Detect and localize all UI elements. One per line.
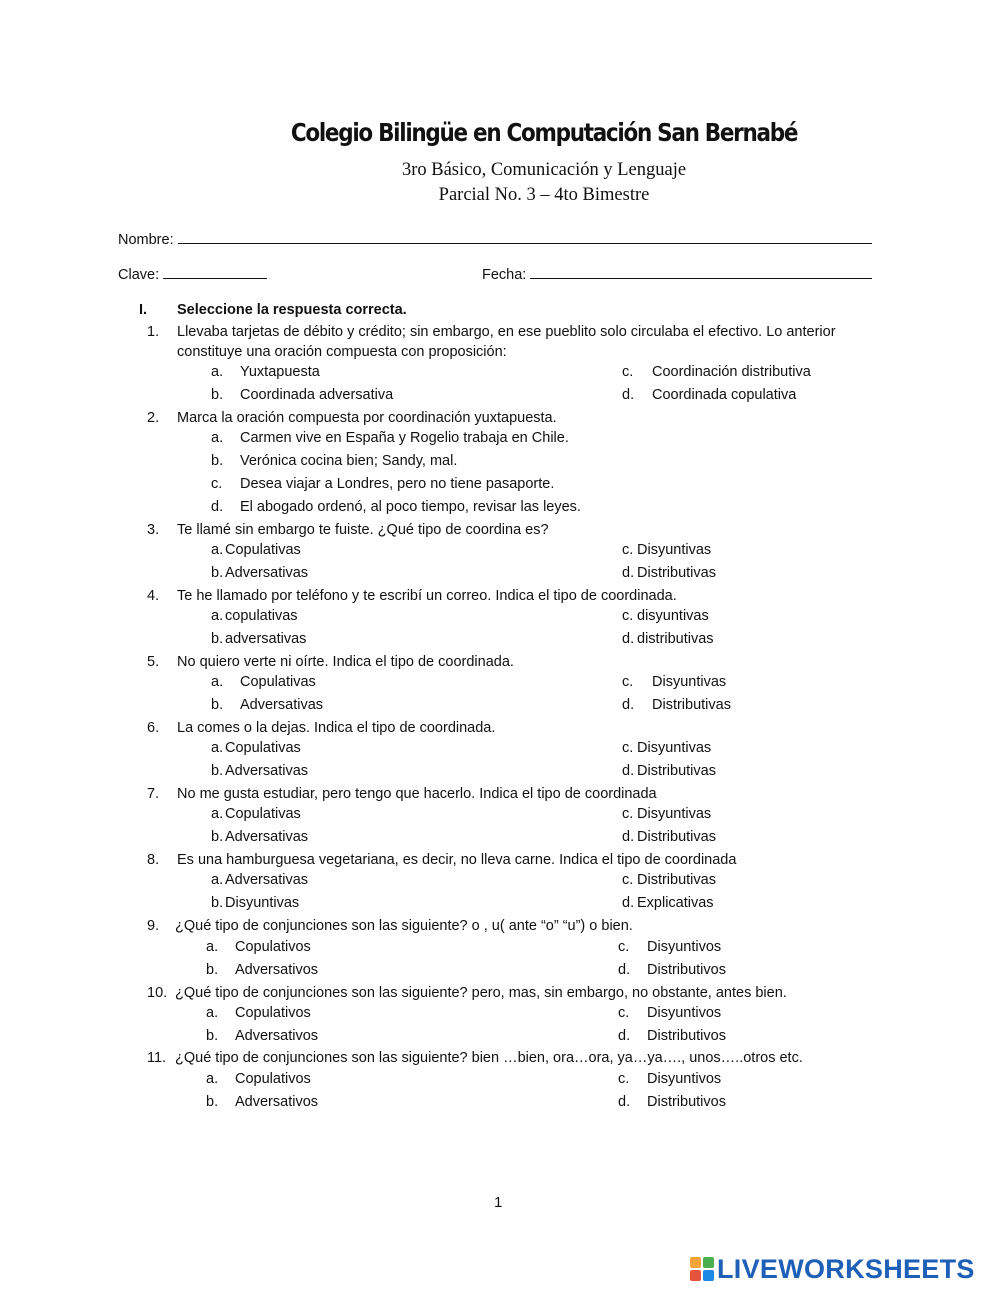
- option-letter: d.: [622, 565, 635, 581]
- option-letter: a.: [206, 939, 219, 955]
- option-text[interactable]: Adversativas: [225, 763, 309, 779]
- option-letter: a.: [206, 1005, 219, 1021]
- option-letter: c.: [211, 476, 223, 492]
- page-number: 1: [494, 1194, 503, 1211]
- school-title: Colegio Bilingüe en Computación San Bernabé: [290, 118, 798, 147]
- nombre-field: [118, 232, 872, 248]
- question-text: Marca la oración compuesta por coordinación yuxtapuesta.: [177, 410, 557, 426]
- question-text: Llevaba tarjetas de débito y crédito; sin embargo, en ese pueblito solo circulaba el efectivo. Lo anterior: [177, 324, 836, 340]
- option-text[interactable]: adversativas: [225, 631, 307, 647]
- option-text[interactable]: Copulativas: [225, 740, 301, 756]
- question-text: Te llamé sin embargo te fuiste. ¿Qué tipo de coordina es?: [177, 522, 549, 538]
- question-number: 7.: [147, 786, 160, 802]
- liveworksheets-logo: [690, 1254, 975, 1284]
- option-text[interactable]: Distributivas: [637, 763, 716, 779]
- option-text[interactable]: Adversativos: [235, 1094, 319, 1110]
- option-text[interactable]: Copulativos: [235, 939, 311, 955]
- option-letter: b.: [211, 829, 224, 845]
- question-text: ¿Qué tipo de conjunciones son las siguiente? o , u( ante “o” “u”) o bien.: [175, 918, 633, 934]
- logo-block-4: [703, 1270, 714, 1281]
- option-letter: b.: [211, 387, 224, 403]
- question-number: 6.: [147, 720, 160, 736]
- option-text[interactable]: Disyuntivos: [647, 1071, 722, 1087]
- option-letter: d.: [211, 499, 224, 515]
- option-text[interactable]: Adversativas: [225, 565, 309, 581]
- option-text[interactable]: Disyuntivos: [647, 1005, 722, 1021]
- option-text[interactable]: Distributivos: [647, 962, 726, 978]
- nombre-input-line[interactable]: [178, 242, 872, 244]
- option-text[interactable]: Desea viajar a Londres, pero no tiene pasaporte.: [240, 476, 555, 492]
- option-letter: d.: [618, 1028, 631, 1044]
- question-number: 2.: [147, 410, 160, 426]
- option-text[interactable]: Distributivos: [647, 1094, 726, 1110]
- logo-block-3: [690, 1270, 701, 1281]
- fecha-input-line[interactable]: [530, 277, 872, 279]
- option-letter: d.: [622, 763, 635, 779]
- question-number: 11.: [147, 1050, 167, 1066]
- question-text: ¿Qué tipo de conjunciones son las siguiente? pero, mas, sin embargo, no obstante, antes bien.: [175, 985, 787, 1001]
- option-text[interactable]: Distributivas: [637, 872, 716, 888]
- question-number: 4.: [147, 588, 160, 604]
- option-text[interactable]: Explicativas: [637, 895, 714, 911]
- option-text[interactable]: Disyuntivas: [637, 806, 712, 822]
- option-letter: a.: [211, 674, 224, 690]
- option-letter: d.: [622, 697, 635, 713]
- option-letter: c.: [618, 1005, 630, 1021]
- option-letter: c.: [622, 740, 634, 756]
- logo-blocks-icon: [690, 1257, 714, 1281]
- option-letter: b.: [206, 962, 219, 978]
- fecha-label: Fecha:: [482, 267, 527, 283]
- option-letter: d.: [622, 895, 635, 911]
- option-text[interactable]: Copulativas: [240, 674, 316, 690]
- option-letter: a.: [211, 364, 224, 380]
- option-letter: a.: [206, 1071, 219, 1087]
- option-letter: d.: [618, 962, 631, 978]
- question-text-cont: constituye una oración compuesta con proposición:: [177, 344, 507, 360]
- option-text[interactable]: Copulativas: [225, 806, 301, 822]
- option-text[interactable]: Disyuntivas: [652, 674, 727, 690]
- option-text[interactable]: Verónica cocina bien; Sandy, mal.: [240, 453, 458, 469]
- option-text[interactable]: El abogado ordenó, al poco tiempo, revisar las leyes.: [240, 499, 581, 515]
- question-text: No quiero verte ni oírte. Indica el tipo de coordinada.: [177, 654, 514, 670]
- option-text[interactable]: Distributivas: [637, 829, 716, 845]
- option-text[interactable]: Adversativos: [235, 962, 319, 978]
- logo-block-1: [690, 1257, 701, 1268]
- question-text: Es una hamburguesa vegetariana, es decir, no lleva carne. Indica el tipo de coordinada: [177, 852, 737, 868]
- clave-label: Clave:: [118, 267, 160, 283]
- option-text[interactable]: copulativas: [225, 608, 298, 624]
- option-letter: a.: [211, 872, 224, 888]
- option-letter: c.: [618, 1071, 630, 1087]
- option-letter: a.: [211, 542, 224, 558]
- option-letter: c.: [622, 364, 634, 380]
- option-text[interactable]: Coordinada copulativa: [652, 387, 797, 403]
- fecha-field: [482, 267, 872, 283]
- option-letter: a.: [211, 740, 224, 756]
- section-title: Seleccione la respuesta correcta.: [177, 302, 407, 318]
- question-number: 9.: [147, 918, 160, 934]
- option-text[interactable]: Distributivas: [652, 697, 731, 713]
- question-number: 1.: [147, 324, 160, 340]
- option-letter: b.: [206, 1094, 219, 1110]
- option-letter: d.: [622, 631, 635, 647]
- option-text[interactable]: disyuntivas: [637, 608, 709, 624]
- option-text[interactable]: Distributivos: [647, 1028, 726, 1044]
- option-text[interactable]: Disyuntivos: [647, 939, 722, 955]
- nombre-label: Nombre:: [118, 232, 174, 248]
- exam-subtitle: Parcial No. 3 – 4to Bimestre: [438, 185, 650, 205]
- clave-field: [118, 267, 267, 283]
- clave-input-line[interactable]: [163, 277, 267, 279]
- option-letter: a.: [211, 608, 224, 624]
- logo-text: LIVEWORKSHEETS: [717, 1253, 975, 1284]
- course-subtitle: 3ro Básico, Comunicación y Lenguaje: [401, 160, 687, 180]
- option-text[interactable]: Adversativas: [240, 697, 324, 713]
- option-letter: b.: [211, 453, 224, 469]
- question-number: 8.: [147, 852, 160, 868]
- option-letter: b.: [211, 895, 224, 911]
- question-text: La comes o la dejas. Indica el tipo de coordinada.: [177, 720, 496, 736]
- option-letter: c.: [622, 674, 634, 690]
- option-text[interactable]: Copulativas: [225, 542, 301, 558]
- option-text[interactable]: Disyuntivas: [637, 740, 712, 756]
- option-text[interactable]: Coordinación distributiva: [652, 364, 811, 380]
- option-text[interactable]: Adversativos: [235, 1028, 319, 1044]
- question-number: 3.: [147, 522, 160, 538]
- option-letter: c.: [622, 872, 634, 888]
- question-number: 10.: [147, 985, 168, 1001]
- option-text[interactable]: distributivas: [637, 631, 714, 647]
- option-letter: c.: [618, 939, 630, 955]
- option-letter: b.: [206, 1028, 219, 1044]
- option-letter: a.: [211, 430, 224, 446]
- option-letter: d.: [618, 1094, 631, 1110]
- option-text[interactable]: Coordinada adversativa: [240, 387, 394, 403]
- option-letter: b.: [211, 697, 224, 713]
- option-letter: b.: [211, 763, 224, 779]
- option-text[interactable]: Distributivas: [637, 565, 716, 581]
- option-text[interactable]: Disyuntivas: [637, 542, 712, 558]
- option-text[interactable]: Copulativos: [235, 1071, 311, 1087]
- logo-block-2: [703, 1257, 714, 1268]
- option-letter: c.: [622, 806, 634, 822]
- option-letter: c.: [622, 542, 634, 558]
- option-text[interactable]: Yuxtapuesta: [240, 364, 320, 380]
- option-text[interactable]: Disyuntivas: [225, 895, 300, 911]
- option-letter: d.: [622, 387, 635, 403]
- option-letter: b.: [211, 631, 224, 647]
- question-text: No me gusta estudiar, pero tengo que hacerlo. Indica el tipo de coordinada: [177, 786, 657, 802]
- option-letter: d.: [622, 829, 635, 845]
- option-text[interactable]: Adversativas: [225, 872, 309, 888]
- question-text: ¿Qué tipo de conjunciones son las siguiente? bien …bien, ora…ora, ya…ya…., unos…..otros etc.: [175, 1050, 803, 1066]
- option-text[interactable]: Adversativas: [225, 829, 309, 845]
- question-text: Te he llamado por teléfono y te escribí un correo. Indica el tipo de coordinada.: [177, 588, 677, 604]
- option-letter: c.: [622, 608, 634, 624]
- option-text[interactable]: Carmen vive en España y Rogelio trabaja en Chile.: [240, 430, 569, 446]
- section-number: I.: [139, 302, 148, 318]
- question-number: 5.: [147, 654, 160, 670]
- option-letter: b.: [211, 565, 224, 581]
- option-letter: a.: [211, 806, 224, 822]
- option-text[interactable]: Copulativos: [235, 1005, 311, 1021]
